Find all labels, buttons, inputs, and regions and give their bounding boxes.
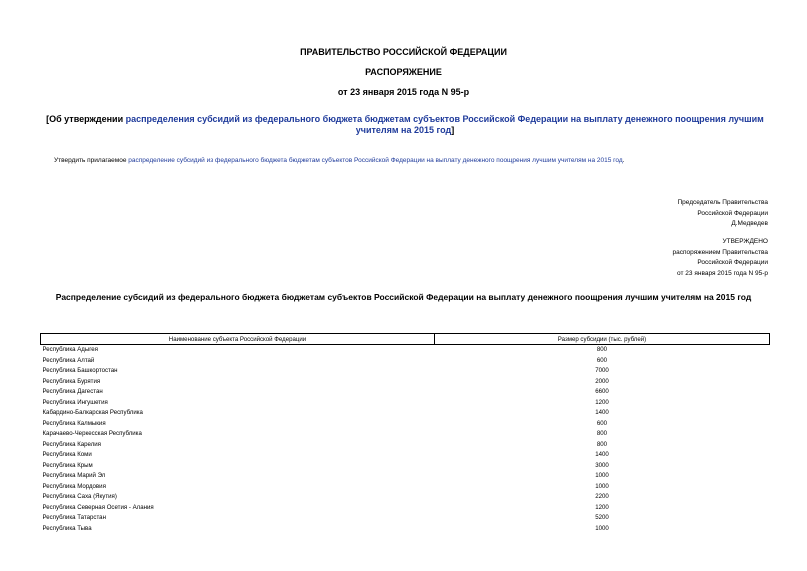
government-heading: ПРАВИТЕЛЬСТВО РОССИЙСКОЙ ФЕДЕРАЦИИ	[300, 47, 507, 57]
approval-line-1: УТВЕРЖДЕНО	[722, 238, 768, 245]
approval-line-4: от 23 января 2015 года N 95-р	[677, 269, 768, 277]
region-name: Республика Карелия	[42, 440, 101, 448]
table-row	[41, 419, 770, 430]
region-name: Республика Дагестан	[42, 388, 103, 395]
subsidy-amount: 800	[596, 440, 608, 448]
column-header-name: Наименование субъекта Российской Федерации	[41, 334, 435, 345]
document-date-number: от 23 января 2015 года N 95-р	[337, 87, 470, 97]
subsidy-table	[40, 333, 770, 534]
subsidy-amount: 6600	[595, 388, 609, 395]
table-row	[41, 345, 770, 356]
subsidy-amount: 1400	[595, 409, 609, 416]
distribution-title: Распределение субсидий из федерального бюджета бюджетам субъектов Российской Федерации на выплату денежного поощрения лучшим учителям на 2015 год	[55, 292, 752, 302]
table-row	[41, 450, 770, 461]
approval-line-3: Российской Федерации	[697, 259, 768, 266]
subsidy-amount: 800	[596, 346, 608, 353]
subsidy-amount: 7000	[595, 367, 609, 374]
intro-prefix: Утвердить прилагаемое	[54, 157, 129, 164]
subsidy-amount: 1000	[595, 482, 609, 490]
approval-line-2: распоряжением Правительства	[672, 248, 768, 256]
table-row	[41, 429, 770, 440]
title-suffix: ]	[451, 125, 455, 135]
region-name: Республика Крым	[42, 461, 93, 469]
table-row	[41, 471, 770, 482]
title-prefix: [Об утверждении	[46, 114, 126, 124]
subsidy-amount: 600	[596, 419, 608, 427]
region-name: Республика Северная Осетия - Алания	[42, 503, 154, 511]
region-name: Республика Тыва	[42, 524, 92, 532]
subsidy-amount: 2000	[595, 377, 609, 385]
signature-line-2: Российской Федерации	[697, 209, 768, 217]
region-name: Республика Бурятия	[42, 377, 101, 385]
subsidy-amount: 1400	[595, 451, 609, 458]
column-header-value: Размер субсидии (тыс. рублей)	[435, 334, 770, 345]
region-name: Республика Башкортостан	[42, 367, 118, 374]
approval-block	[673, 237, 768, 279]
table-row	[41, 524, 770, 535]
region-name: Карачаево-Черкесская Республика	[42, 430, 142, 437]
region-name: Республика Калмыкия	[42, 419, 106, 427]
table-body	[41, 345, 770, 535]
subsidy-amount: 800	[596, 430, 608, 437]
subsidy-amount: 1200	[595, 503, 609, 511]
table-row	[41, 513, 770, 524]
region-name: Республика Ингушетия	[42, 398, 108, 406]
document-title	[40, 114, 770, 125]
table-row	[41, 461, 770, 472]
table-row	[41, 440, 770, 451]
table-row	[41, 398, 770, 409]
intro-link[interactable]: распределение субсидий из федерального бюджета бюджетам субъектов Российской Федерации на выплату денежного поощрения лучшим учителям на 2015 год	[128, 157, 623, 164]
title-link[interactable]: распределения субсидий из федерального бюджета бюджетам субъектов Российской Федерации на выплату денежного поощрения лучшим	[125, 114, 764, 124]
intro-suffix: .	[622, 157, 625, 164]
document-type: РАСПОРЯЖЕНИЕ	[365, 67, 442, 77]
region-name: Республика Татарстан	[42, 514, 106, 521]
region-name: Республика Адыгея	[42, 346, 98, 353]
title-link-continued[interactable]: учителям на 2015 год	[355, 125, 452, 135]
subsidy-amount: 3000	[595, 461, 609, 469]
intro-paragraph	[54, 157, 624, 164]
subsidy-amount: 1000	[595, 524, 609, 532]
region-name: Республика Марий Эл	[42, 472, 106, 479]
document-title-line2	[40, 125, 770, 136]
subsidy-amount: 600	[596, 356, 608, 364]
region-name: Кабардино-Балкарская Республика	[42, 409, 143, 416]
signature-line-3: Д.Медведев	[731, 220, 768, 227]
signature-line-1: Председатель Правительства	[677, 199, 768, 206]
subsidy-amount: 2200	[595, 493, 609, 500]
region-name: Республика Мордовия	[42, 482, 106, 490]
table-row	[41, 503, 770, 514]
region-name: Республика Коми	[42, 451, 92, 458]
table-row	[41, 492, 770, 503]
subsidy-amount: 1200	[595, 398, 609, 406]
table-row	[41, 366, 770, 377]
table-row	[41, 482, 770, 493]
subsidy-amount: 5200	[595, 514, 609, 521]
region-name: Республика Алтай	[42, 356, 95, 364]
table-header-row	[41, 334, 770, 345]
table-row	[41, 377, 770, 388]
subsidy-amount: 1000	[595, 472, 609, 479]
table-row	[41, 387, 770, 398]
table-row	[41, 408, 770, 419]
table-row	[41, 356, 770, 367]
region-name: Республика Саха (Якутия)	[42, 493, 117, 500]
signature-block	[677, 198, 768, 230]
